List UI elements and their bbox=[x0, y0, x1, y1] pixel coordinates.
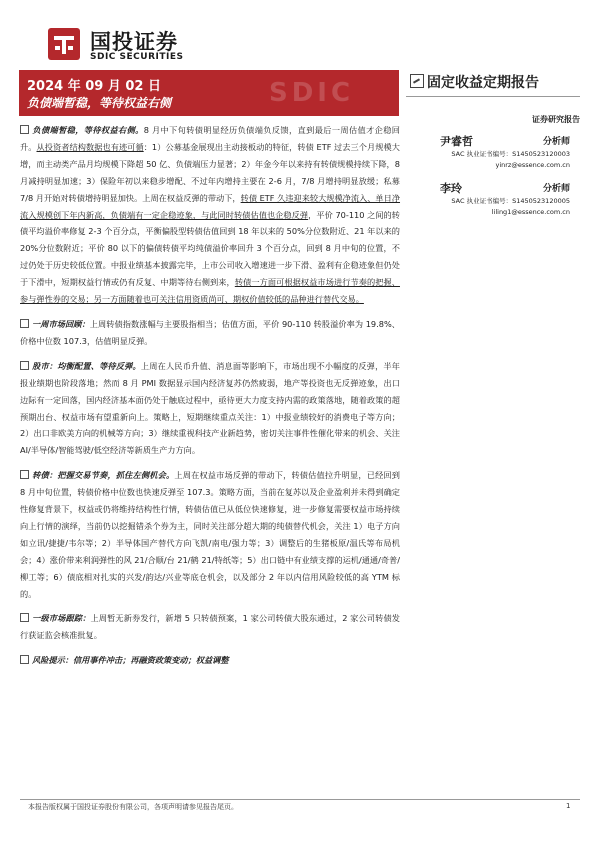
body-text: 上周转债指数涨幅与主要股指相当；估值方面，平价 90-110 转股溢价率为 19.8%、价格中位数 107.3，估值明显反弹。 bbox=[20, 318, 400, 346]
section-heading: 一周市场回顾： bbox=[32, 318, 90, 329]
section-heading: 负债端暂稳，等待权益右侧。 bbox=[32, 125, 144, 135]
body-text-underlined: 转债 ETF 久违迎来较大规模净流入、单日净流入规模创下年内新高，负债端有一定企稳迹象，与此同时转债估值也企稳反弹 bbox=[20, 192, 401, 220]
bullet-box-icon bbox=[20, 613, 29, 622]
section-primary-market bbox=[20, 610, 400, 644]
logo-cn-text: 国投证券 bbox=[90, 30, 178, 54]
body-text-underlined: 从投资者结构数据也有迹可循 bbox=[36, 141, 144, 152]
bullet-box-icon bbox=[20, 361, 29, 370]
bullet-box-icon bbox=[20, 125, 29, 134]
body-text: 上周在人民币升值、消息面等影响下，市场出现不小幅度的反弹，半年报业绩期也阶段落地；然而 8 月 PMI 数据显示国内经济复苏仍然疲弱，地产等投资也无反弹迹象，出口边际有一定回落，国内经济基本面仍处于触底过程中，亟待更大力度支持内需的政策落地，随着政策的超预期出台、权益市场有望重新向上。策略上，短期继续重点关注：1）中报业绩较好的消费电子等方向；2）出口非欧美方向的机械等方向；3）继续重视科技产业新趋势，密切关注事件性催化带来的机会、关注 AI/半导体/智能驾驶/低空经济等新质生产力方向。 bbox=[20, 360, 400, 456]
analyst-name: 尹睿哲 bbox=[440, 135, 473, 148]
analyst-cert: SAC 执业证书编号：S1450523120003 bbox=[451, 150, 570, 158]
section-convertible bbox=[20, 467, 400, 602]
logo-en-text: SDIC SECURITIES bbox=[90, 52, 184, 62]
body-text: ，平价 70-110 之间的转债平均溢价率修复 2-3 个百分点，平衡偏股型转债估值回到 18 年以来的 50%分位数附近、21 年以来的 20%分位数附近；平价 80 以下的偏债转债平均纯债溢价率回升 3 个百分点，回到 8 月中旬的位置，不过仍处于历史较低位置。中报业绩基本披露完毕，上市公司收入增速进一步下滑、盈利有企稳迹象但仍处于下滑中，短期权益行情或仍有反复、中期等待右侧到来， bbox=[20, 209, 400, 288]
analyst-name: 李玲 bbox=[440, 182, 462, 195]
analyst-role: 分析师 bbox=[542, 137, 570, 147]
report-date: 2024 年 09 月 02 日 bbox=[27, 79, 161, 94]
chart-icon bbox=[410, 74, 424, 88]
section-market-review bbox=[20, 316, 400, 350]
banner-watermark: SDIC bbox=[269, 78, 355, 108]
page-number: 1 bbox=[566, 802, 571, 810]
analyst-cert: SAC 执业证书编号：S1450523120005 bbox=[451, 197, 570, 205]
body-text: 上周暂无新券发行，新增 5 只转债预案，1 家公司转债大股东通过，2 家公司转债发行获证监会核准批复。 bbox=[20, 613, 400, 641]
sdic-logo-icon bbox=[46, 26, 82, 62]
footer-disclaimer: 本报告版权属于国投证券股份有限公司，各项声明请参见报告尾页。 bbox=[28, 803, 238, 811]
body-text: 上周在权益市场反弹的带动下，转债估值拉升明显，已经回到 8 月中旬位置，转债价格中位数也快速反弹至 107.3。策略方面，当前在复苏以及企业盈利并未得到确定性修复背景下，权益或仍将维持结构性行情，转债估值已从低位快速修复，进一步修复需要权益市场持续向上行情的演绎，当前仍以挖掘错杀个券为主，同时关注部分超大期的纯债替代机会，关注 1）电子方向如立讯/捷捷/韦尔等；2）半导体国产替代方向飞凯/南电/强力等；3）调整后的生猪板原/温氏等布局机会；4）涨价带来利润弹性的风 21/合顺/台 21/鹤 21/特纸等；5）出口链中有业绩支撑的运机/通通/奇普/柳工等；6）债底相对扎实的兴发/韵达/兴业等底仓机会，以及部分 2 年以内信用风险较低的高 YTM 标的。 bbox=[20, 470, 400, 599]
section-summary bbox=[20, 122, 400, 308]
analyst-card bbox=[420, 180, 580, 224]
section-heading: 转债：把握交易节奏，抓住左侧机会。 bbox=[32, 470, 175, 481]
report-body bbox=[20, 122, 400, 677]
section-heading: 一级市场跟踪： bbox=[32, 613, 91, 624]
bullet-box-icon bbox=[20, 655, 29, 664]
section-heading: 股市：均衡配置、等待反弹。 bbox=[32, 360, 141, 371]
report-type bbox=[410, 72, 580, 94]
bullet-box-icon bbox=[20, 319, 29, 328]
dept-label: 证券研究报告 bbox=[532, 115, 580, 124]
title-banner bbox=[19, 70, 399, 116]
analyst-email[interactable]: yinrz@essence.com.cn bbox=[495, 161, 570, 169]
section-stock-market bbox=[20, 358, 400, 459]
risk-warning: 风险提示：信用事件冲击；再融资政策变动；权益调整 bbox=[32, 655, 229, 666]
footer-divider bbox=[20, 799, 580, 800]
sidebar-divider bbox=[406, 96, 580, 97]
body-text-underlined: 转债一方面可根据权益市场进行节奏的把握、参与弹性券的交易；另一方面随着也可关注信用资质尚可、期权价值较低的品种进行替代交易。 bbox=[20, 277, 400, 305]
body-text: 8 月中下旬转债明显经历负债端负反馈，直到最后一周估值才企稳回升。 bbox=[20, 125, 400, 152]
analyst-card bbox=[420, 133, 580, 177]
sdic-logo bbox=[46, 24, 246, 64]
bullet-box-icon bbox=[20, 470, 29, 479]
analyst-role: 分析师 bbox=[542, 184, 570, 194]
analyst-email[interactable]: liling1@essence.com.cn bbox=[491, 208, 570, 216]
body-text: ：1）公募基金展现出主动接板动的特征，转债 ETF 过去三个月规模大增，而主动类产品月均规模下降超 50 亿、负债端压力显著；2）年金今年以来持有转债规模持续下降，8 月减持明显加速；3）保险年初以来稳步增配、不过年内增持主要在 2-6 月，7/8 月增持明显放缓；私募 7/8 月开始对转债增持明显加快。上周在权益反弹的带动下， bbox=[20, 141, 400, 203]
report-title: 负债端暂稳，等待权益右侧 bbox=[27, 96, 172, 110]
report-type-text: 固定收益定期报告 bbox=[427, 75, 539, 91]
section-risk bbox=[20, 652, 400, 669]
